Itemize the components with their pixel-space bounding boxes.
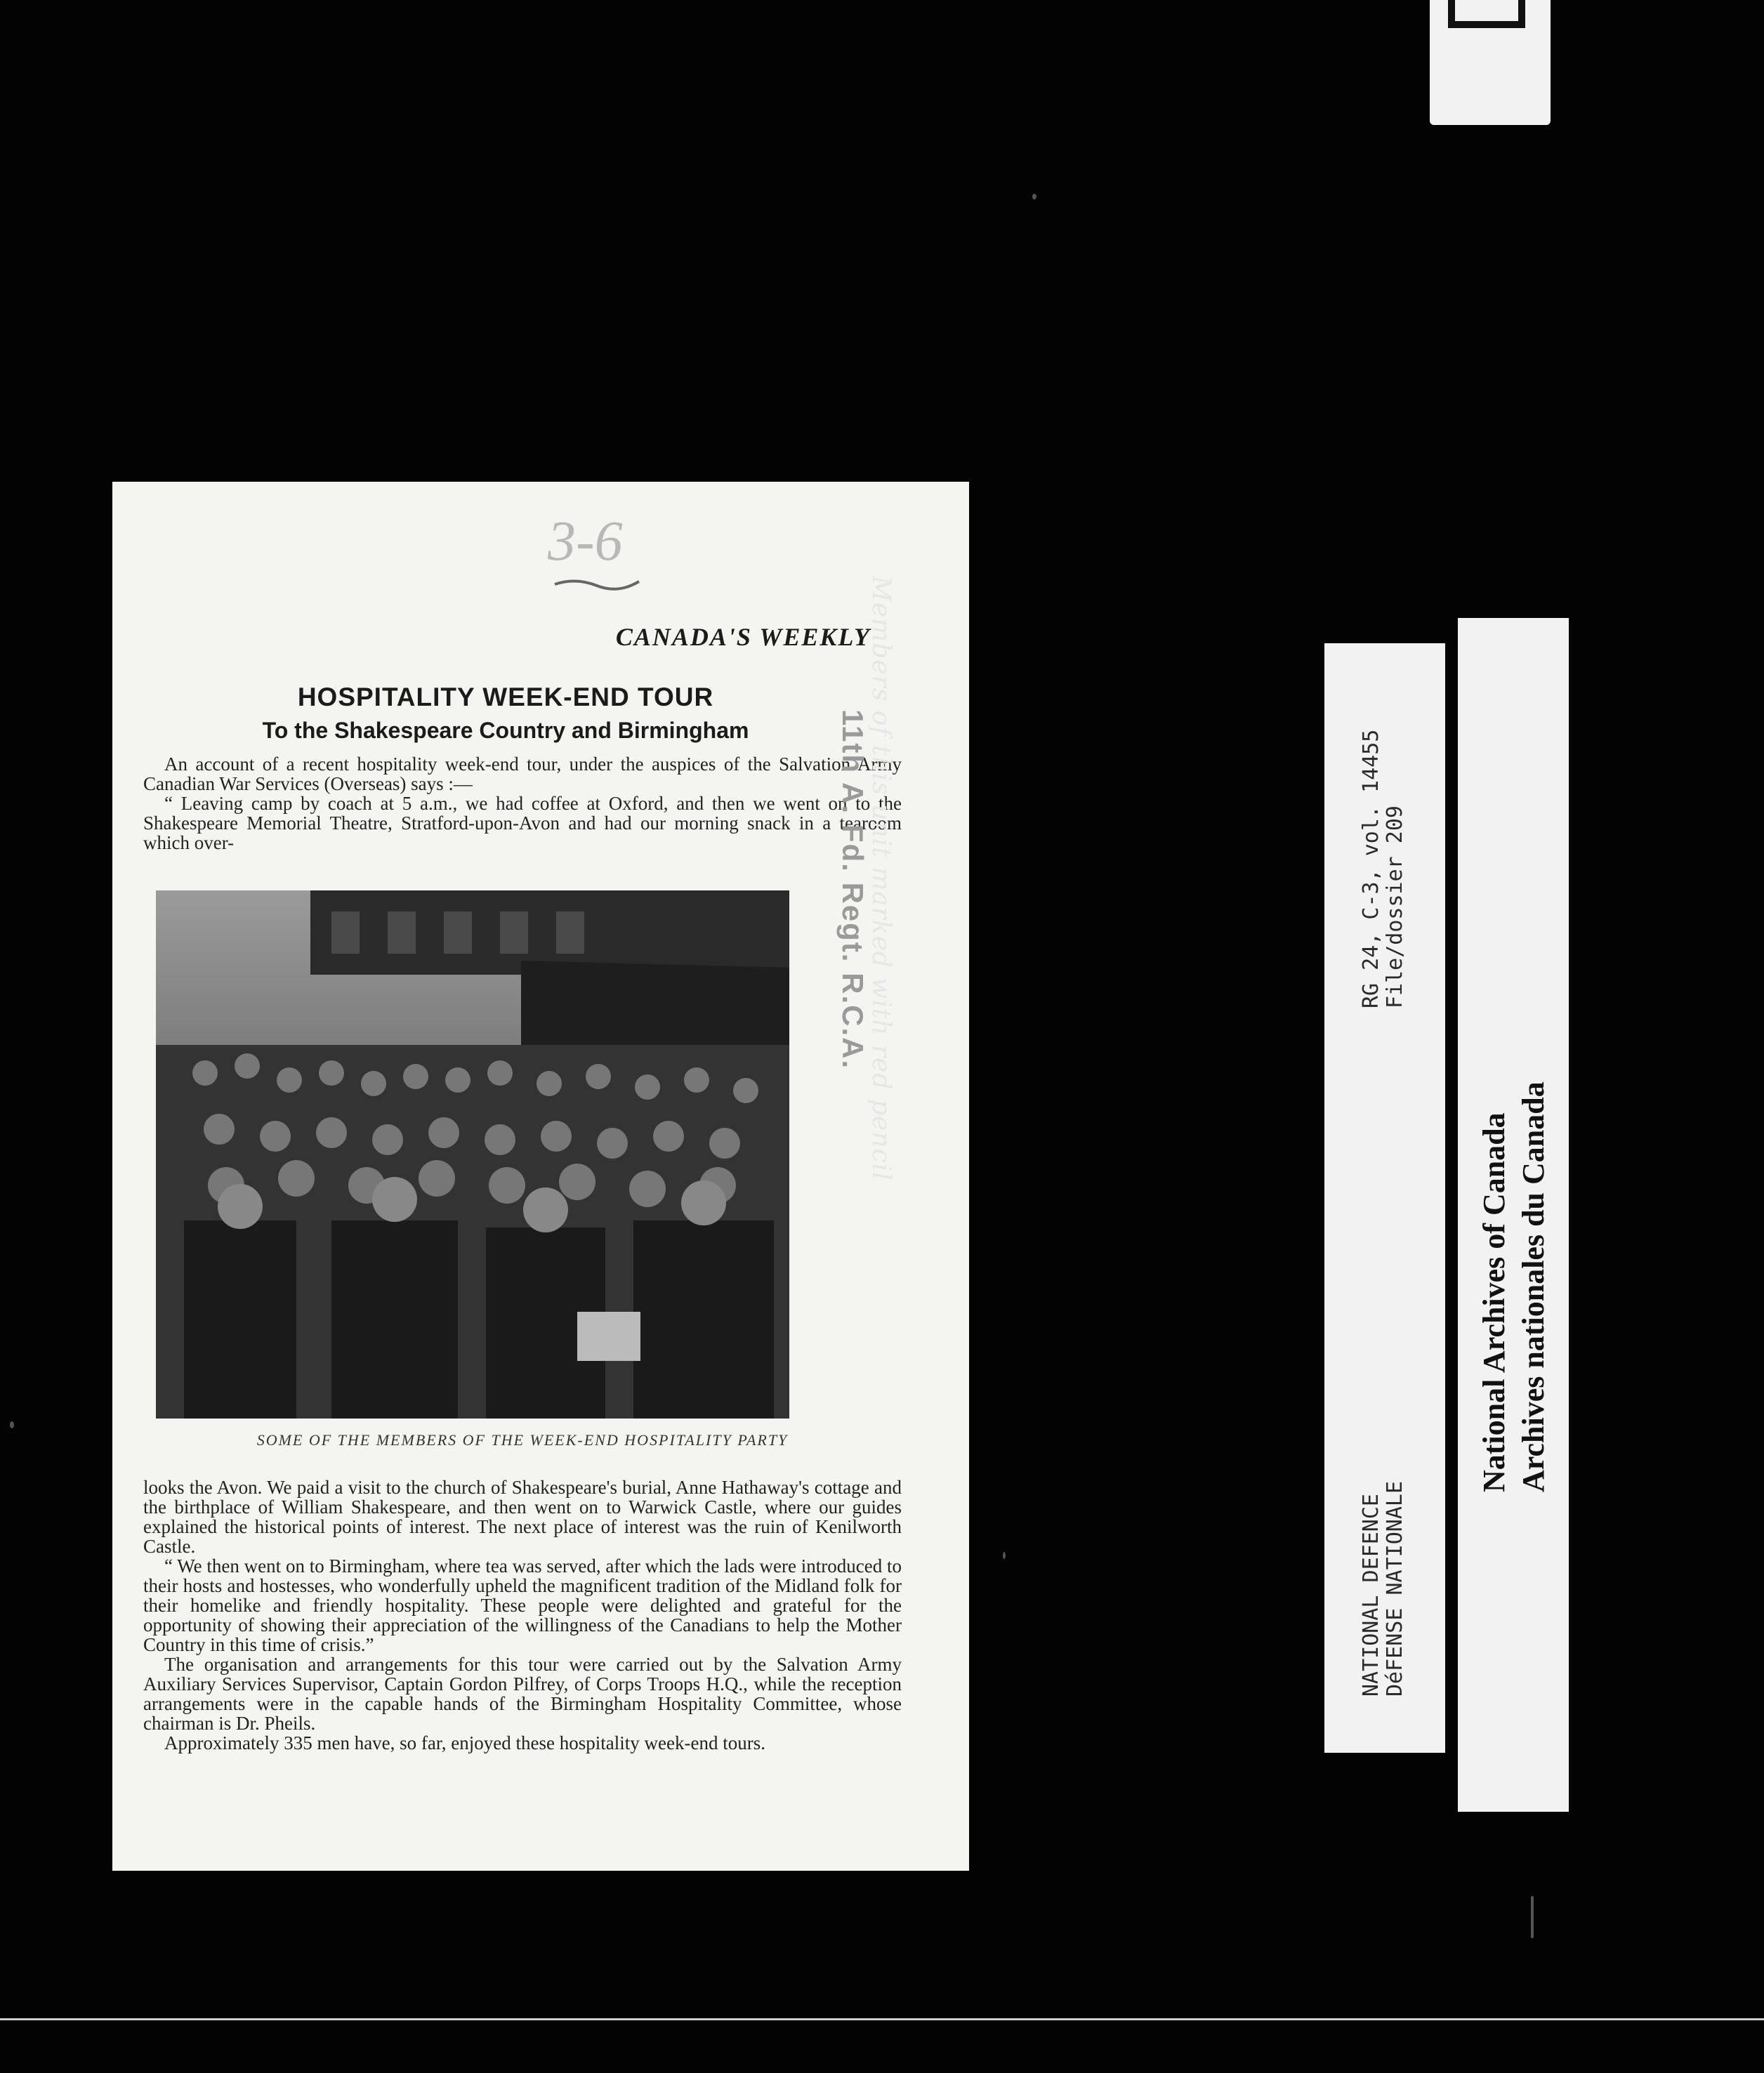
paragraph-2: “ We then went on to Birmingham, where tea was served, after which the lads were introduced to their hosts and hostesses, who wonderfully upheld the magnificent tradition of the Midland folk for their homelike and friendly hospitality. These people were delighted and grateful for the opportunity of showing their appreciation of the willingness of the Canadians to help the Mother Country in this time of crisis.” bbox=[143, 1555, 902, 1655]
article-intro bbox=[143, 754, 902, 853]
paragraph-4: Approximately 335 men have, so far, enjoyed these hospitality week-end tours. bbox=[164, 1732, 765, 1753]
article-headline: HOSPITALITY WEEK-END TOUR bbox=[297, 683, 714, 711]
archives-name-french: Archives nationales du Canada bbox=[1516, 1081, 1551, 1492]
paragraph-3: The organisation and arrangements for this tour were carried out by the Salvation Army Auxiliary Services Supervisor, Captain Gordon Pilfrey, of Corps Troops H.Q., while the reception arrangements were in the capable hands of the Birmingham Hospitality Committee, whose chairman is Dr. Pheils. bbox=[143, 1654, 902, 1734]
paragraph-1-start: “ Leaving camp by coach at 5 a.m., we had coffee at Oxford, and then we went on to the Shakespeare Memorial Theatre, Stratford-upon-Avon and had our morning snack in a tearoom which over- bbox=[143, 793, 902, 853]
archive-reference bbox=[1360, 730, 1407, 1008]
reference-line-2: File/dossier 209 bbox=[1383, 805, 1407, 1008]
article-subheadline: To the Shakespeare Country and Birmingham bbox=[262, 718, 749, 743]
publication-masthead: CANADA'S WEEKLY bbox=[615, 623, 871, 651]
dust-speck bbox=[10, 1421, 14, 1428]
pencil-page-number: 3-6 bbox=[548, 511, 623, 572]
dust-speck bbox=[1531, 1896, 1534, 1938]
binder-clip bbox=[1430, 0, 1551, 125]
unit-stamp: 11th A. Fd. Regt. R.C.A. bbox=[836, 709, 869, 1070]
department-line-2: DéFENSE NATIONALE bbox=[1383, 1480, 1407, 1697]
intro-paragraph: An account of a recent hospitality week-end tour, under the auspices of the Salvation Army Canadian War Services (Overseas) says :— bbox=[143, 753, 902, 794]
pencil-scribble bbox=[548, 572, 646, 593]
archives-label-strip bbox=[1458, 618, 1569, 1812]
reference-line-1: RG 24, C-3, vol. 14455 bbox=[1359, 729, 1383, 1008]
newspaper-clipping bbox=[112, 482, 969, 1871]
clip-bracket-mark bbox=[1448, 0, 1525, 28]
paragraph-1-continued: looks the Avon. We paid a visit to the church of Shakespeare's burial, Anne Hathaway's cottage and the birthplace of William Shakespeare, and then went on to Warwick Castle, where our guides explained the historical points of interest. The next place of interest was the ruin of Kenilworth Castle. bbox=[143, 1477, 902, 1557]
handwritten-note: Members of this unit marked with red pencil bbox=[867, 576, 895, 1181]
archives-name bbox=[1475, 1081, 1553, 1492]
group-photo-image bbox=[156, 890, 789, 1419]
film-edge-line bbox=[0, 2018, 1764, 2020]
dust-speck bbox=[1003, 1552, 1006, 1559]
group-photo bbox=[156, 890, 789, 1419]
reference-label-strip bbox=[1324, 643, 1445, 1753]
article-body bbox=[143, 1478, 902, 1753]
archives-name-english: National Archives of Canada bbox=[1477, 1112, 1511, 1492]
department-label bbox=[1360, 1481, 1407, 1697]
photo-caption: SOME OF THE MEMBERS OF THE WEEK-END HOSPITALITY PARTY bbox=[256, 1431, 789, 1449]
dust-speck bbox=[1032, 194, 1036, 199]
department-line-1: NATIONAL DEFENCE bbox=[1359, 1494, 1383, 1697]
